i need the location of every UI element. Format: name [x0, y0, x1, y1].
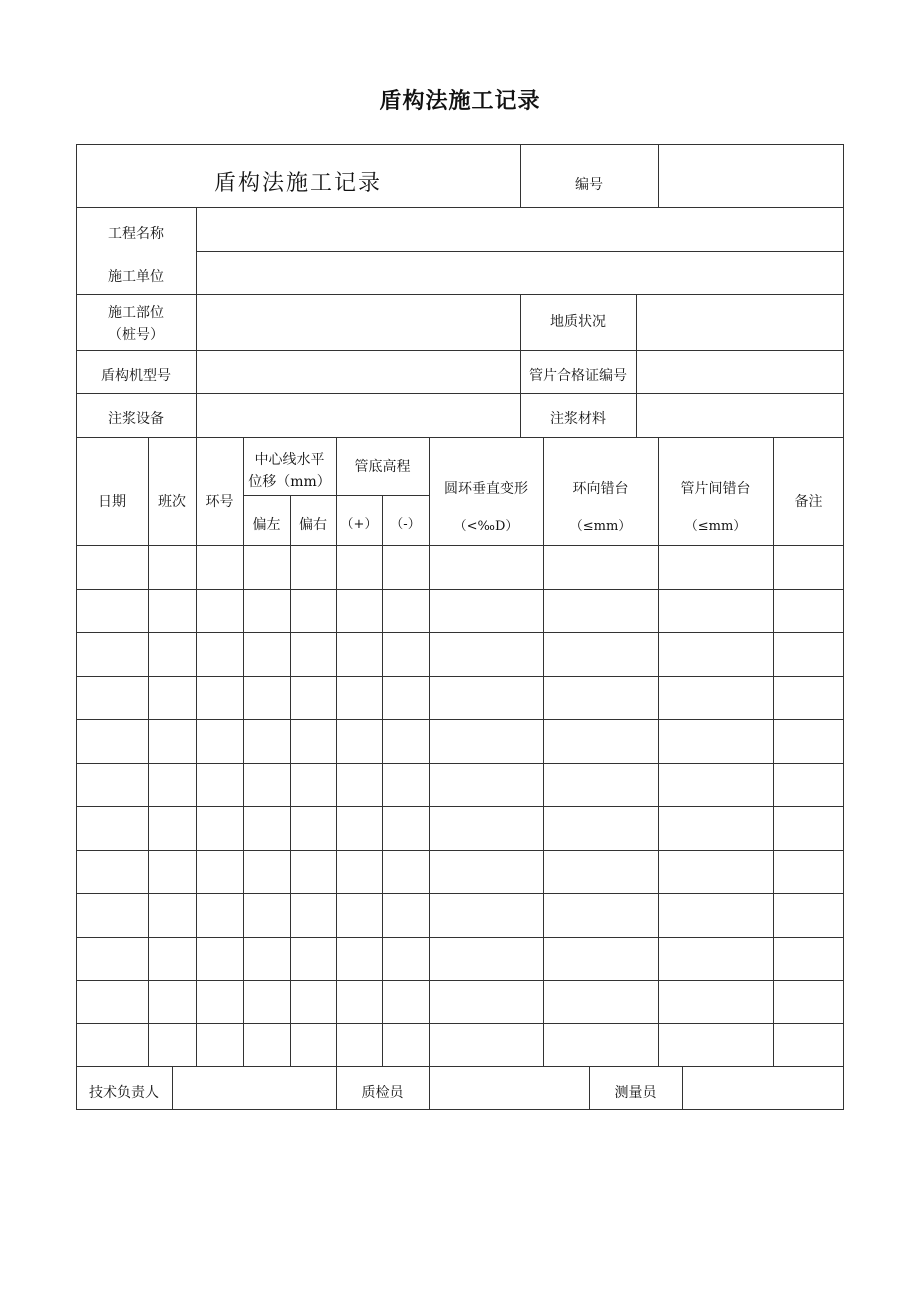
segment-cert-label: 管片合格证编号: [529, 368, 627, 384]
segment-offset-text: 管片间错台: [680, 481, 751, 497]
grouting-material-field[interactable]: [636, 393, 844, 437]
col-ring-header: 环号: [205, 494, 234, 510]
grouting-equipment-label: 注浆设备: [108, 411, 164, 427]
surveyor-label: 测量员: [614, 1085, 657, 1101]
col-segment-offset-header: [658, 478, 773, 538]
tech-lead-field[interactable]: [172, 1066, 336, 1110]
ring-offset-text: 环向错台: [572, 481, 629, 497]
segment-offset-unit: （≤mm）: [684, 519, 747, 534]
col-left-header: 偏左: [252, 517, 281, 533]
col-deform-header: [429, 478, 543, 538]
construction-part-sub: （桩号）: [108, 327, 164, 343]
grouting-equipment-field[interactable]: [196, 393, 520, 437]
center-line-text-1: 中心线水平: [254, 452, 325, 468]
inspector-label: 质检员: [361, 1085, 404, 1101]
col-pipe-bottom-header: 管底高程: [354, 459, 411, 475]
surveyor-field[interactable]: [682, 1066, 844, 1110]
construction-part-label: [76, 298, 196, 350]
col-right-header: 偏右: [299, 517, 327, 533]
number-value-field[interactable]: [658, 144, 844, 207]
center-line-text-2: 位移（mm）: [248, 474, 331, 490]
form-header-title: 盾构法施工记录: [213, 170, 382, 196]
deform-text: 圆环垂直变形: [444, 481, 528, 497]
construction-unit-field[interactable]: [196, 251, 844, 294]
deform-unit: （<‰D）: [453, 519, 519, 534]
col-center-line-header: [243, 447, 336, 495]
geology-label: 地质状况: [550, 314, 606, 330]
ring-offset-unit: （≤mm）: [569, 519, 632, 534]
machine-model-field[interactable]: [196, 350, 520, 393]
construction-part-text: 施工部位: [108, 305, 164, 321]
machine-model-label: 盾构机型号: [101, 368, 171, 384]
inspector-field[interactable]: [429, 1066, 589, 1110]
col-date-header: 日期: [98, 494, 126, 510]
col-remark-header: 备注: [794, 494, 823, 510]
geology-field[interactable]: [636, 294, 844, 350]
project-name-label: 工程名称: [108, 226, 164, 242]
document-title: 盾构法施工记录: [379, 89, 541, 114]
grouting-material-label: 注浆材料: [550, 411, 606, 427]
col-shift-header: 班次: [158, 494, 186, 510]
col-minus-header: （-）: [390, 517, 421, 532]
project-name-field[interactable]: [196, 207, 844, 251]
col-plus-header: （+）: [340, 517, 378, 532]
number-label: 编号: [575, 177, 603, 193]
segment-cert-field[interactable]: [636, 350, 844, 393]
col-ring-offset-header: [543, 478, 658, 538]
tech-lead-label: 技术负责人: [89, 1085, 159, 1101]
construction-part-field[interactable]: [196, 294, 520, 350]
construction-unit-label: 施工单位: [108, 269, 164, 285]
